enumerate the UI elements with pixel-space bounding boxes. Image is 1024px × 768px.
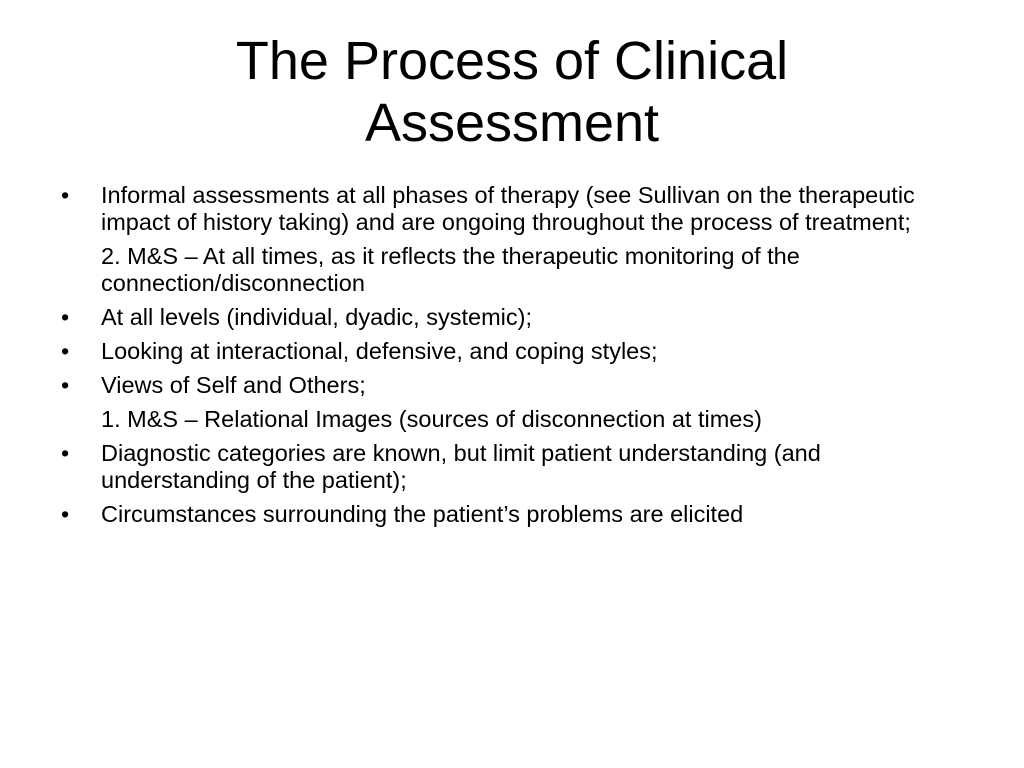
bullet-item xyxy=(56,338,976,365)
bullet-item xyxy=(56,182,976,236)
slide-title xyxy=(80,30,944,154)
sub-item: 2. M&S – At all times, as it reflects the therapeutic monitoring of the connection/disconnection xyxy=(101,243,800,296)
slide-body xyxy=(56,182,976,535)
bullet-text: At all levels (individual, dyadic, systemic); xyxy=(101,304,532,330)
bullet-text: Circumstances surrounding the patient’s problems are elicited xyxy=(101,501,744,527)
title-line-1: The Process of Clinical xyxy=(235,31,789,91)
bullet-marker: • xyxy=(61,501,70,527)
bullet-marker: • xyxy=(61,440,70,466)
sub-item: 1. M&S – Relational Images (sources of disconnection at times) xyxy=(101,406,762,432)
bullet-text: Diagnostic categories are known, but limit patient understanding (and understanding of the patient); xyxy=(101,440,821,493)
bullet-text: Informal assessments at all phases of therapy (see Sullivan on the therapeutic impact of history taking) and are ongoing throughout the process of treatment; xyxy=(101,182,915,235)
bullet-marker: • xyxy=(61,372,70,398)
bullet-text: Views of Self and Others; xyxy=(101,372,366,398)
bullet-item xyxy=(56,501,976,528)
bullet-text: Looking at interactional, defensive, and coping styles; xyxy=(101,338,658,364)
bullet-item xyxy=(56,372,976,399)
bullet-marker: • xyxy=(61,182,70,208)
bullet-item xyxy=(56,304,976,331)
title-line-2: Assessment xyxy=(364,93,660,153)
bullet-marker: • xyxy=(61,304,70,330)
bullet-item xyxy=(56,440,976,494)
bullet-marker: • xyxy=(61,338,70,364)
